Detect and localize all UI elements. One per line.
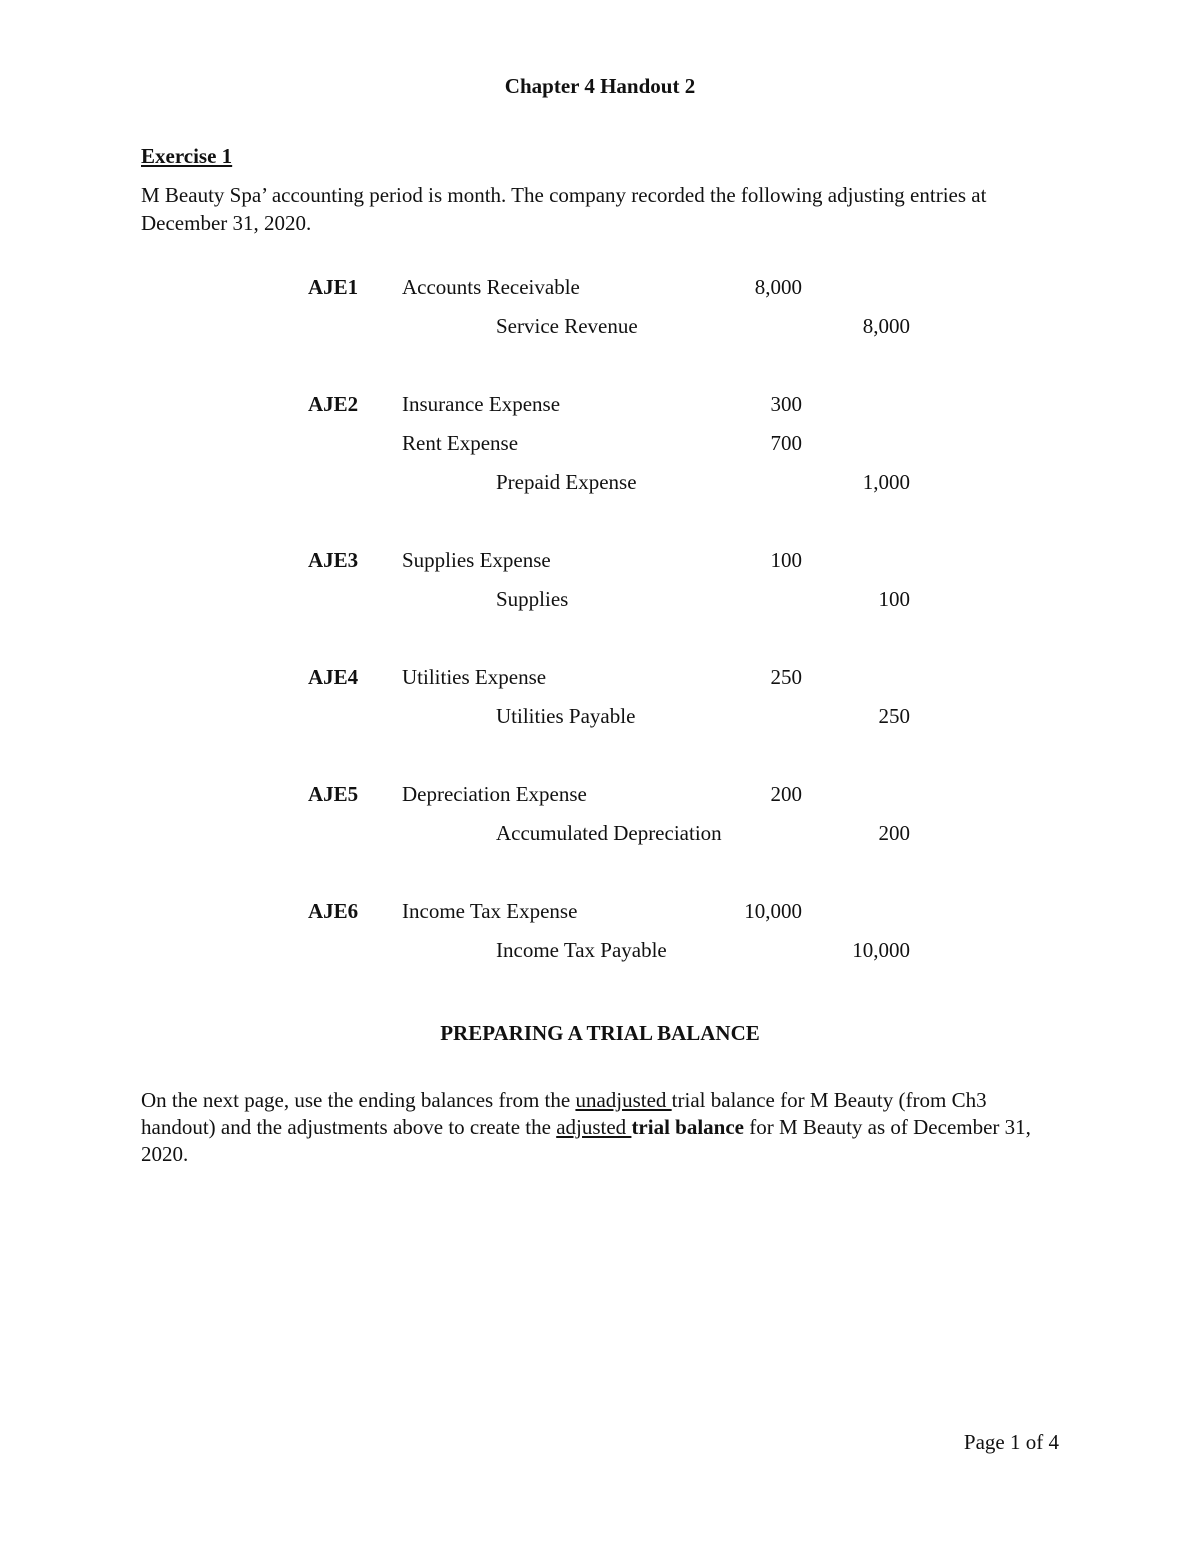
credit-amount: 250 bbox=[878, 704, 910, 728]
credit-amount: 200 bbox=[878, 821, 910, 845]
page-number: Page 1 of 4 bbox=[963, 1430, 1059, 1454]
credit-account: Supplies bbox=[496, 587, 569, 611]
journal-line bbox=[0, 587, 1200, 617]
credit-account: Service Revenue bbox=[496, 314, 638, 338]
journal-line bbox=[0, 938, 1200, 968]
credit-account: Utilities Payable bbox=[496, 704, 636, 728]
debit-account: Income Tax Expense bbox=[402, 899, 578, 923]
entry-label: AJE1 bbox=[308, 275, 359, 299]
document-title: Chapter 4 Handout 2 bbox=[504, 74, 696, 98]
entry-label: AJE2 bbox=[308, 392, 359, 416]
credit-amount: 1,000 bbox=[862, 470, 910, 494]
instructions-adjusted: adjusted bbox=[556, 1115, 632, 1139]
journal-line bbox=[0, 548, 1200, 578]
credit-account: Income Tax Payable bbox=[496, 938, 667, 962]
debit-account: Insurance Expense bbox=[402, 392, 561, 416]
debit-amount: 250 bbox=[770, 665, 802, 689]
journal-line bbox=[0, 665, 1200, 695]
journal-line bbox=[0, 470, 1200, 500]
instructions-text-2: trial balance for M Beauty (from Ch3 handout) and the adjustments above to create the bbox=[141, 1088, 987, 1139]
debit-account: Rent Expense bbox=[402, 431, 519, 455]
exercise-heading: Exercise 1 bbox=[141, 144, 233, 168]
debit-amount: 200 bbox=[770, 782, 802, 806]
journal-line bbox=[0, 899, 1200, 929]
instructions-text-3: for M Beauty as of December 31, 2020. bbox=[141, 1115, 1031, 1166]
entry-label: AJE5 bbox=[308, 782, 359, 806]
debit-amount: 8,000 bbox=[754, 275, 802, 299]
journal-line bbox=[0, 821, 1200, 851]
instructions-unadjusted: unadjusted bbox=[575, 1088, 672, 1112]
debit-amount: 100 bbox=[770, 548, 802, 572]
section-heading: PREPARING A TRIAL BALANCE bbox=[440, 1021, 760, 1045]
intro-paragraph: M Beauty Spa’ accounting period is month. The company recorded the following adjusting entries at December 31, 2020. bbox=[141, 183, 987, 235]
credit-amount: 100 bbox=[878, 587, 910, 611]
entry-label: AJE3 bbox=[308, 548, 359, 572]
credit-account: Prepaid Expense bbox=[496, 470, 637, 494]
credit-amount: 8,000 bbox=[862, 314, 910, 338]
debit-account: Utilities Expense bbox=[402, 665, 547, 689]
journal-line bbox=[0, 314, 1200, 344]
debit-account: Supplies Expense bbox=[402, 548, 551, 572]
journal-line bbox=[0, 704, 1200, 734]
instructions-trial-balance: trial balance bbox=[631, 1115, 745, 1139]
instructions-paragraph bbox=[141, 1087, 1066, 1168]
debit-amount: 300 bbox=[770, 392, 802, 416]
debit-account: Accounts Receivable bbox=[402, 275, 580, 299]
debit-amount: 10,000 bbox=[744, 899, 802, 923]
journal-line bbox=[0, 275, 1200, 305]
credit-amount: 10,000 bbox=[852, 938, 910, 962]
journal-line bbox=[0, 431, 1200, 461]
credit-account: Accumulated Depreciation bbox=[496, 821, 722, 845]
journal-line bbox=[0, 782, 1200, 812]
instructions-text-1: On the next page, use the ending balances from the bbox=[141, 1088, 576, 1112]
debit-amount: 700 bbox=[770, 431, 802, 455]
entry-label: AJE6 bbox=[308, 899, 359, 923]
debit-account: Depreciation Expense bbox=[402, 782, 587, 806]
entry-label: AJE4 bbox=[308, 665, 359, 689]
journal-line bbox=[0, 392, 1200, 422]
